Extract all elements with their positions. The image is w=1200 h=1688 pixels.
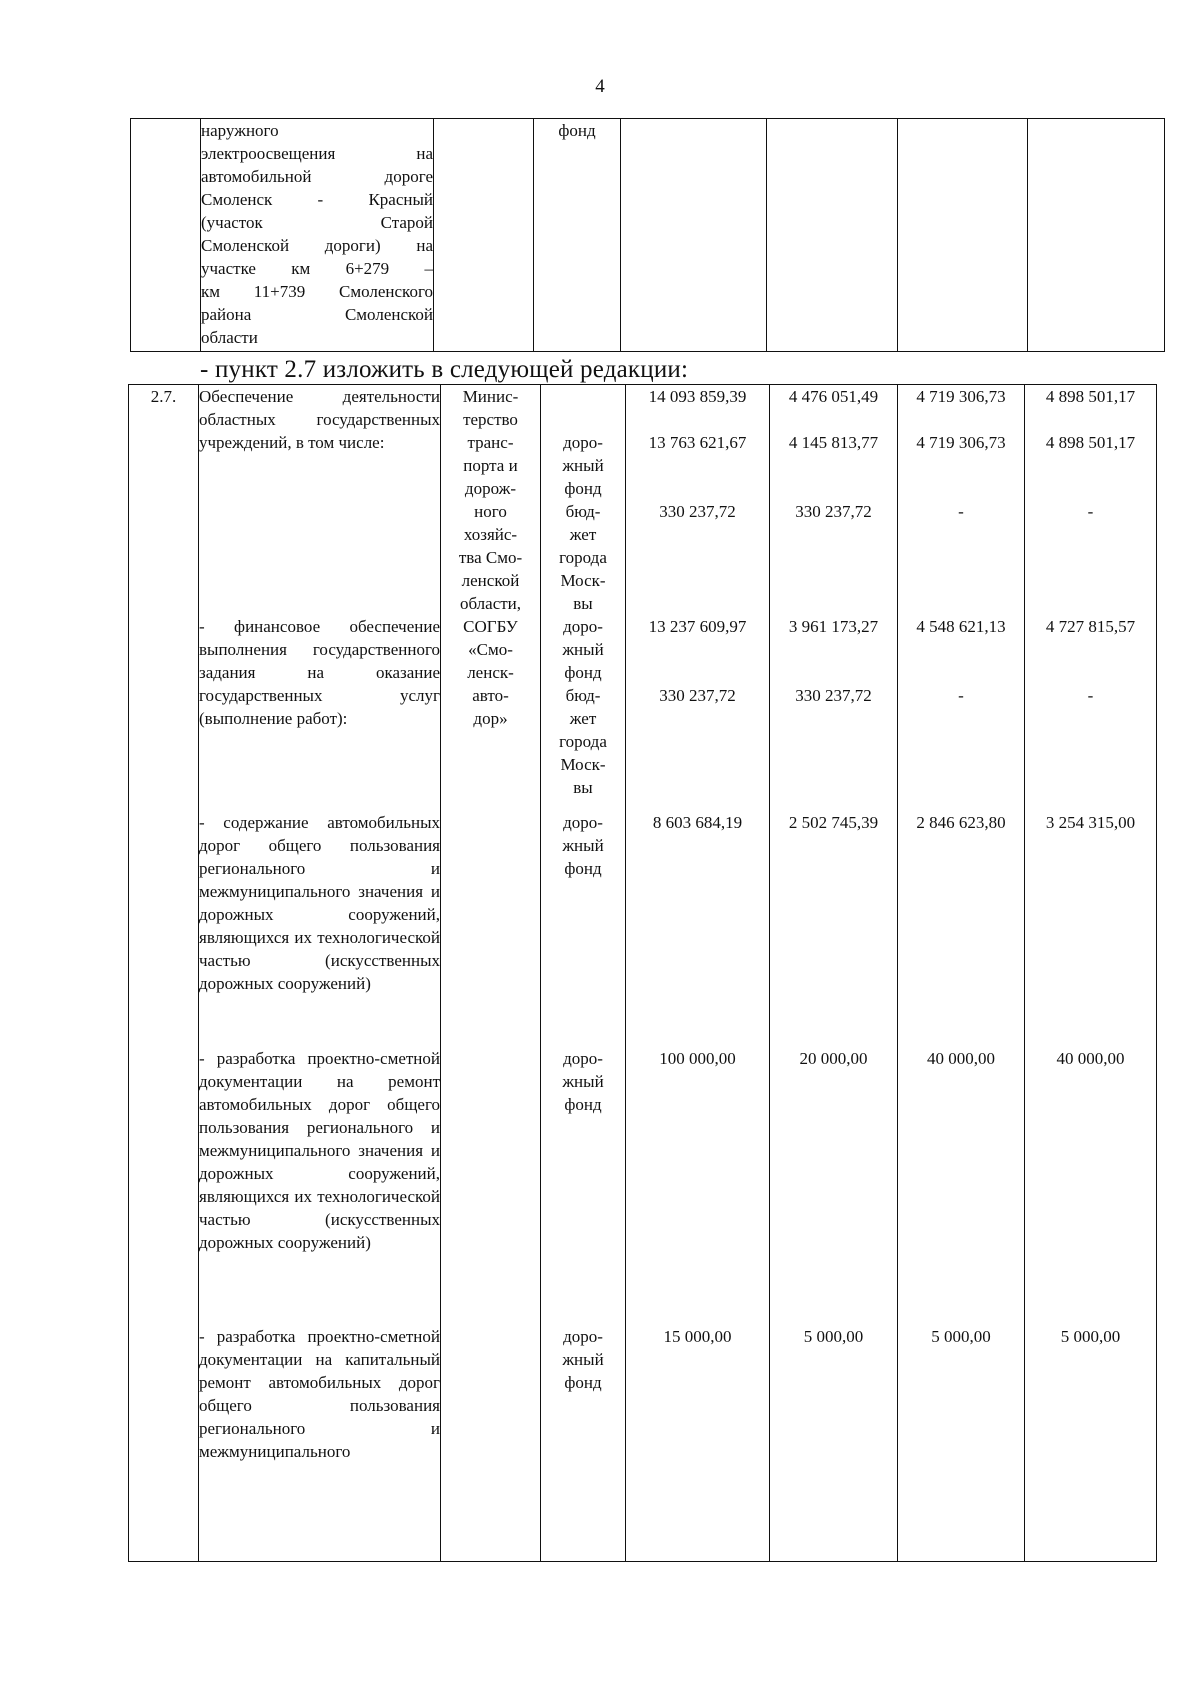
value-cell: 330 237,72 [659,686,736,705]
value-cell: 5 000,00 [931,1327,991,1346]
value-cell: 4 476 051,49 [788,387,879,406]
year-2-column [898,385,1025,1562]
executor-line: дор» [473,709,508,728]
source-line: жный [562,640,604,659]
value-cell: - [1087,502,1094,521]
description-line: области [201,328,258,347]
executor-line: Минис- [462,387,519,406]
item-design-capital-description: - разработка проектно-сметной документации на капитальный ремонт автомобильных дорог общего пользования регионального и межмуниципального [199,1327,440,1461]
executor-line: области, [459,594,522,613]
page-number: 4 [595,76,605,97]
total-column [626,385,770,1562]
description-line: км 11+739 Смоленского [201,282,433,301]
executor-line: «Смо- [468,640,513,659]
item-main-description: Обеспечение деятельности областных государственных учреждений, в том числе: [199,387,440,452]
source-line: жет [569,525,597,544]
description-line: наружного [201,121,279,140]
value-cell: 330 237,72 [795,686,872,705]
source-line: жный [562,1350,604,1369]
value-cell: 15 000,00 [663,1327,732,1346]
source-moscow-budget [541,500,625,615]
executor-line: транс- [467,433,514,452]
value-cell: 4 719 306,73 [916,387,1006,406]
source-line: доро- [563,1049,603,1068]
row-number [129,385,199,1562]
source-line: фонд [564,479,602,498]
source-column [541,385,626,1562]
value-cell: 4 898 501,17 [1045,433,1136,452]
source-line: Моск- [560,755,606,774]
value-cell: 13 763 621,67 [648,433,747,452]
executor-line: СОГБУ [463,617,518,636]
table-item-2-7 [128,384,1157,1562]
description-line: (участок Старой [201,213,433,232]
executor-line: тва Смо- [458,548,523,567]
value-cell: 3 961 173,27 [788,617,879,636]
description-line: участке км 6+279 – [201,259,433,278]
source-line: фонд [564,1095,602,1114]
description-line: электроосвещения на [201,144,433,163]
source-line: города [559,548,607,567]
executor-line: порта и [463,456,518,475]
executor-line: хозяйс- [463,525,518,544]
source-line: бюд- [565,686,601,705]
executor-line: ленск- [467,663,514,682]
value-cell: 330 237,72 [795,502,872,521]
value-cell: 4 727 815,57 [1045,617,1136,636]
executor-column [441,385,541,1562]
value-cell: 40 000,00 [1056,1049,1125,1068]
source-line: фонд [564,663,602,682]
value-cell: - [958,502,964,521]
source-road-fund [541,1047,625,1325]
value-cell: 100 000,00 [659,1049,736,1068]
source-road-fund [541,431,625,500]
value-cell: 4 145 813,77 [788,433,879,452]
value-cell: 20 000,00 [799,1049,868,1068]
cell-number [131,119,201,352]
executor-text [441,385,540,730]
description-line: Смоленск - Красный [201,190,433,209]
values-year-1 [770,385,897,1365]
source-line: города [559,732,607,751]
description-line: автомобильной дороге [201,167,433,186]
executor-line: дорож- [464,479,517,498]
source-line: доро- [563,433,603,452]
item-finance-description: - финансовое обеспечение выполнения государственного задания на оказание государственных услуг (выполнение работ): [199,617,440,728]
description-line: Смоленской дороги) на [201,236,433,255]
source-road-fund [541,811,625,1047]
value-cell: 40 000,00 [927,1049,995,1068]
cell-year-2 [898,119,1028,352]
item-design-repair-description: - разработка проектно-сметной документации на ремонт автомобильных дорог общего пользования регионального и межмуниципального значения и дорожных сооружений, являющихся их технологической частью (искусственных дорожных сооружений) [199,1049,440,1252]
year-3-column [1025,385,1157,1562]
executor-line: ного [474,502,507,521]
source-road-fund [541,1325,625,1394]
source-line: доро- [563,617,603,636]
value-cell: 5 000,00 [803,1327,864,1346]
section-heading: - пункт 2.7 изложить в следующей редакции: [200,356,689,383]
source-line: Моск- [560,571,606,590]
value-cell: 4 719 306,73 [916,433,1006,452]
executor-line: авто- [472,686,509,705]
value-cell: 4 898 501,17 [1045,387,1136,406]
source-line: вы [573,594,593,613]
cell-total [621,119,767,352]
value-cell: 14 093 859,39 [648,387,747,406]
source-line: жет [569,709,597,728]
cell-source [534,119,621,352]
item-maintenance-description: - содержание автомобильных дорог общего пользования регионального и межмуниципального значения и дорожных сооружений, являющихся их технологической частью (искусственных дорожных сооружений) [199,813,440,993]
value-cell: 5 000,00 [1060,1327,1121,1346]
source-line: фонд [564,859,602,878]
value-cell: 4 548 621,13 [916,617,1006,636]
value-cell: - [1087,686,1094,705]
value-cell: 2 502 745,39 [788,813,879,832]
source-road-fund [541,615,625,684]
values-total [626,385,769,1365]
cell-year-1 [767,119,898,352]
year-1-column [770,385,898,1562]
cell-year-3 [1028,119,1165,352]
source-line: жный [562,456,604,475]
description-text [201,119,433,349]
source-line: доро- [563,1327,603,1346]
value-cell: - [958,686,964,705]
source-line: бюд- [565,502,601,521]
value-cell: 2 846 623,80 [916,813,1006,832]
source-line: фонд [564,1373,602,1392]
cell-description [201,119,434,352]
values-year-3 [1025,385,1156,1365]
source-text: фонд [558,121,596,140]
value-cell: 3 254 315,00 [1045,813,1136,832]
source-moscow-budget [541,684,625,811]
table-continuation [130,118,1165,352]
description-line: района Смоленской [201,305,433,324]
cell-executor [434,119,534,352]
description-column [199,385,441,1562]
source-line: жный [562,836,604,855]
value-cell: 13 237 609,97 [648,617,747,636]
source-line: вы [573,778,593,797]
values-year-2 [898,385,1024,1365]
value-cell: 8 603 684,19 [652,813,743,832]
source-line: жный [562,1072,604,1091]
executor-line: терство [463,410,518,429]
row-number-text: 2.7. [150,387,177,406]
source-line: доро- [563,813,603,832]
value-cell: 330 237,72 [659,502,736,521]
executor-line: ленской [461,571,520,590]
